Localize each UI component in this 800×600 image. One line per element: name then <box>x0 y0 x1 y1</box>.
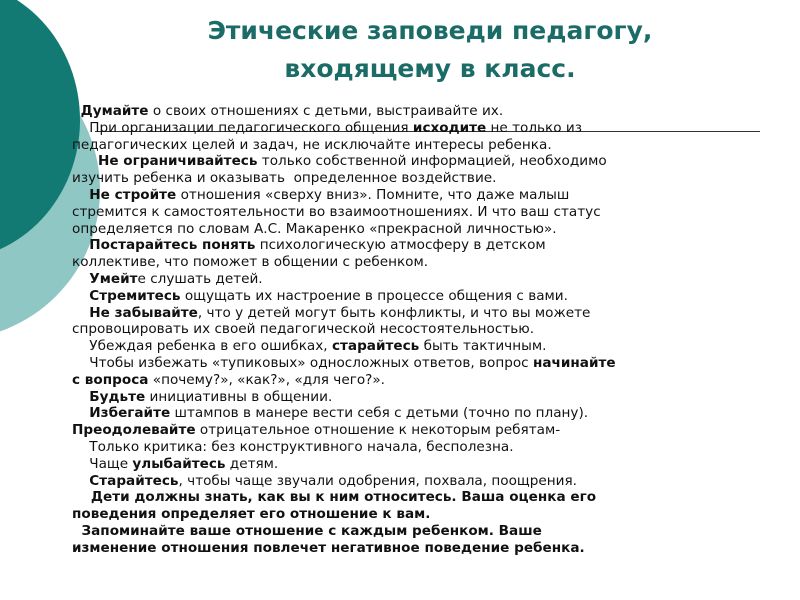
slide-body-text <box>72 103 776 557</box>
text-line <box>72 204 776 221</box>
text-run: быть тактичным. <box>419 338 547 355</box>
text-run: только собственной информацией, необходимо <box>257 153 607 170</box>
text-run: детям. <box>225 455 279 472</box>
bold-text: Преодолевайте <box>72 422 196 439</box>
text-line <box>72 187 776 204</box>
text-run: стремится к самостоятельности во взаимоотношениях. И что ваш статус <box>72 203 601 220</box>
text-line <box>72 153 776 170</box>
text-line <box>72 523 776 540</box>
bold-text: Думайте <box>80 103 149 119</box>
text-run <box>72 288 89 304</box>
text-line <box>72 221 776 238</box>
text-run: Чтобы избежать «тупиковых» односложных ответов, вопрос <box>72 354 533 371</box>
text-line <box>72 473 776 490</box>
text-run <box>72 103 81 119</box>
bold-text: поведения определяет его отношение к вам. <box>72 506 431 523</box>
text-run: е слушать детей. <box>137 270 263 287</box>
text-line <box>72 254 776 271</box>
text-line <box>72 372 776 389</box>
text-line <box>72 506 776 523</box>
text-run <box>72 187 89 203</box>
text-run: коллективе, что поможет в общении с ребенком. <box>72 254 429 271</box>
text-run <box>72 389 89 405</box>
bold-text: Запоминайте ваше отношение с каждым ребенком. Ваше <box>72 522 542 539</box>
bold-text: Старайтесь <box>89 472 179 489</box>
bold-text: изменение отношения повлечет негативное поведение ребенка. <box>72 539 585 556</box>
text-run: Только критика: без конструктивного начала, бесполезна. <box>72 438 514 455</box>
text-run: ощущать их настроение в процессе общения с вами. <box>180 287 568 304</box>
text-run: «почему?», «как?», «для чего?». <box>148 371 386 388</box>
text-run: , чтобы чаще звучали одобрения, похвала, поощрения. <box>178 472 577 489</box>
text-line <box>72 355 776 372</box>
text-line <box>72 103 776 120</box>
text-line <box>72 137 776 154</box>
text-line <box>72 120 776 137</box>
bold-text: улыбайтесь <box>132 455 226 472</box>
text-line <box>72 540 776 557</box>
text-line <box>72 271 776 288</box>
text-run: спровоцировать их своей педагогической несостоятельностью. <box>72 321 535 338</box>
bold-text: Избегайте <box>89 405 171 422</box>
bold-text: Стремитесь <box>89 287 181 304</box>
text-line <box>72 338 776 355</box>
bold-text: Не забывайте <box>89 304 198 321</box>
text-run: При организации педагогического общения <box>72 119 413 136</box>
text-line <box>72 422 776 439</box>
text-run: педагогических целей и задач, не исключайте интересы ребенка. <box>72 136 552 153</box>
bold-text: Умейт <box>89 270 138 287</box>
text-run: Чаще <box>72 455 133 472</box>
text-line <box>72 439 776 456</box>
text-run <box>72 271 89 287</box>
text-line <box>72 288 776 305</box>
text-run <box>72 305 89 321</box>
text-run: , что у детей могут быть конфликты, и что вы можете <box>197 304 591 321</box>
text-run: психологическую атмосферу в детском <box>255 237 546 254</box>
text-run: о своих отношениях с детьми, выстраивайте их. <box>148 103 504 119</box>
text-run: определяется по словам А.С. Макаренко «прекрасной личностью». <box>72 220 557 237</box>
text-run <box>72 473 89 489</box>
bold-text: Не ограничивайтесь <box>97 153 258 170</box>
text-run <box>72 405 89 421</box>
bold-text: старайтесь <box>331 338 420 355</box>
text-run: отрицательное отношение к некоторым ребятам- <box>195 422 561 439</box>
text-line <box>72 389 776 406</box>
text-line <box>72 305 776 322</box>
bold-text: исходите <box>412 119 487 136</box>
bold-text: Будьте <box>89 388 146 405</box>
bold-text: с вопроса <box>72 371 149 388</box>
text-run <box>72 237 89 253</box>
bold-text: начинайте <box>532 354 616 371</box>
text-line <box>72 405 776 422</box>
text-run <box>72 153 98 169</box>
text-run: инициативны в общении. <box>145 388 333 405</box>
bold-text: Постарайтесь понять <box>89 237 256 254</box>
text-run: изучить ребенка и оказывать определенное воздействие. <box>72 170 497 187</box>
bold-text: Дети должны знать, как вы к ним относитесь. Ваша оценка его <box>72 489 597 506</box>
text-line <box>72 456 776 473</box>
text-run: не только из <box>486 119 582 136</box>
text-line <box>72 321 776 338</box>
text-run: штампов в манере вести себя с детьми (точно по плану). <box>170 405 589 422</box>
text-line <box>72 489 776 506</box>
title-line-1: Этические заповеди педагогу, <box>207 16 653 45</box>
text-run: Убеждая ребенка в его ошибках, <box>72 338 332 355</box>
slide-title <box>140 12 720 88</box>
text-line <box>72 237 776 254</box>
title-line-2: входящему в класс. <box>284 54 576 83</box>
text-run: отношения «сверху вниз». Помните, что даже малыш <box>176 186 570 203</box>
text-line <box>72 170 776 187</box>
bold-text: Не стройте <box>89 186 177 203</box>
